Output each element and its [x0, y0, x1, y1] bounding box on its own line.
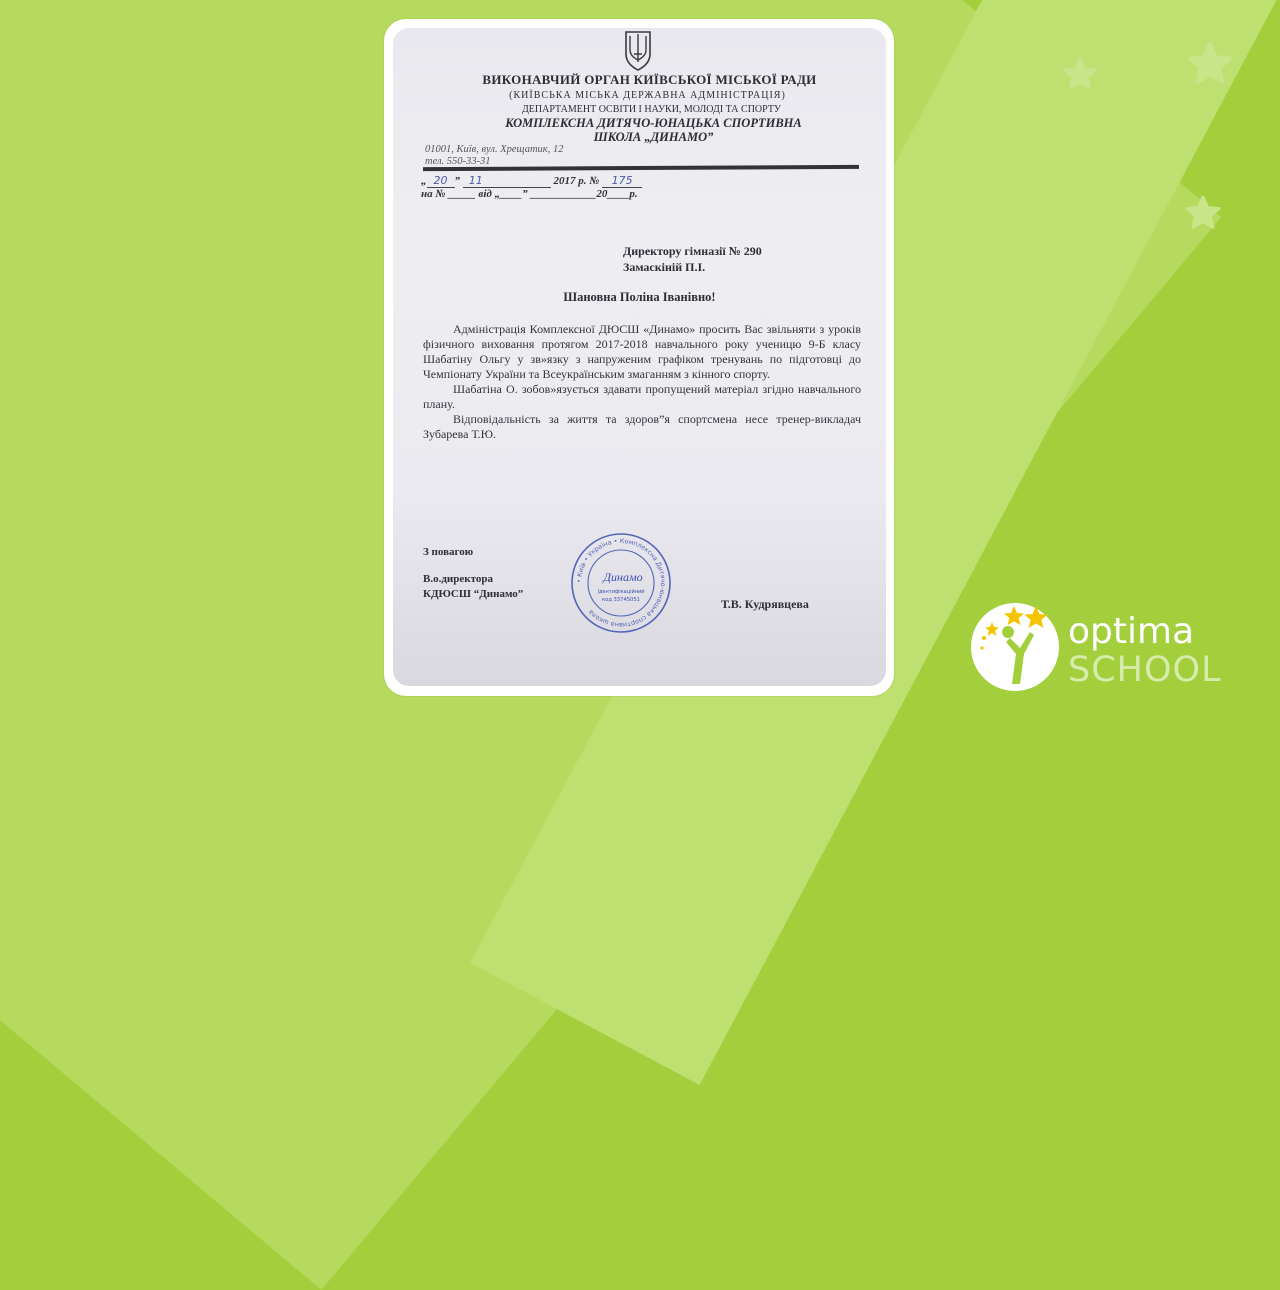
- ref-day: 20: [433, 174, 448, 187]
- addressee-line-2: Замаскіній П.І.: [623, 260, 706, 274]
- stamp-ring-text: • Київ • Україна • Комплексна Дитячо-юнацька спортивна школа: [574, 536, 668, 630]
- signer-name: Т.В. Кудрявцева: [721, 597, 809, 611]
- closing: З повагою: [423, 546, 474, 558]
- brand-school-text: SCHOOL: [1068, 650, 1222, 690]
- header-line-4: КОМПЛЕКСНА ДИТЯЧО-ЮНАЦЬКА СПОРТИВНА: [505, 116, 802, 130]
- header-line-5: ШКОЛА „ДИНАМО”: [593, 130, 714, 144]
- ref-quote-close: ”: [454, 175, 460, 187]
- reference-reply-line: на № _____ від „____” ____________20____р.: [421, 188, 638, 200]
- reference-date-line: [421, 174, 642, 188]
- official-stamp: [569, 531, 673, 635]
- addressee-line-1: Директору гімназії № 290: [623, 244, 762, 258]
- paragraph: Адміністрація Комплексної ДЮСШ «Динамо» просить Вас звільняти з уроків фізичного виховання протягом 2017-2018 навчального року ученицю 9-Б класу Шабатіну Ольгу у зв»язку з напруженим графіком тренувань по підготовці до Чемпіонату України та Всеукраїнським змаганням з кінного спорту.: [423, 322, 861, 381]
- header-divider: [423, 165, 859, 171]
- paragraph: Відповідальність за життя та здоров”я спортсмена несе тренер-викладач Зубарева Т.Ю.: [423, 412, 861, 441]
- document-photo: [393, 28, 886, 686]
- ref-year-label: 2017 р. №: [553, 175, 600, 187]
- letter-body: [423, 322, 861, 442]
- signer-title-1: В.о.директора: [423, 573, 493, 585]
- header-line-2: (КИЇВСЬКА МІСЬКА ДЕРЖАВНА АДМІНІСТРАЦІЯ): [509, 90, 786, 101]
- optima-school-logo-icon: [970, 602, 1060, 692]
- trident-emblem-icon: [618, 28, 658, 72]
- signer-title-2: КДЮСШ “Динамо”: [423, 588, 524, 600]
- star-icon: [1184, 194, 1222, 232]
- phone-line: тел. 550-33-31: [425, 156, 491, 167]
- ref-number: 175: [611, 174, 633, 187]
- stamp-center-text: Динамо: [603, 570, 643, 584]
- paragraph: Шабатіна О. зобов»язується здавати пропущений матеріал згідно навчального плану.: [423, 382, 861, 411]
- header-line-3: ДЕПАРТАМЕНТ ОСВІТИ І НАУКИ, МОЛОДІ ТА СПОРТУ: [521, 104, 782, 115]
- ref-month: 11: [468, 174, 483, 187]
- header-line-1: ВИКОНАВЧИЙ ОРГАН КИЇВСЬКОЇ МІСЬКОЇ РАДИ: [482, 72, 817, 87]
- address-line: 01001, Київ, вул. Хрещатик, 12: [425, 144, 564, 155]
- stamp-code: код 33745051: [602, 597, 640, 603]
- star-icon: [1186, 40, 1234, 88]
- stamp-code-label: Ідентифікаційний: [597, 589, 645, 595]
- star-icon: [1062, 56, 1098, 92]
- greeting: Шановна Поліна Іванівно!: [563, 290, 716, 304]
- ref-quote-open: „: [421, 175, 427, 187]
- brand-optima-text: optima: [1068, 611, 1195, 652]
